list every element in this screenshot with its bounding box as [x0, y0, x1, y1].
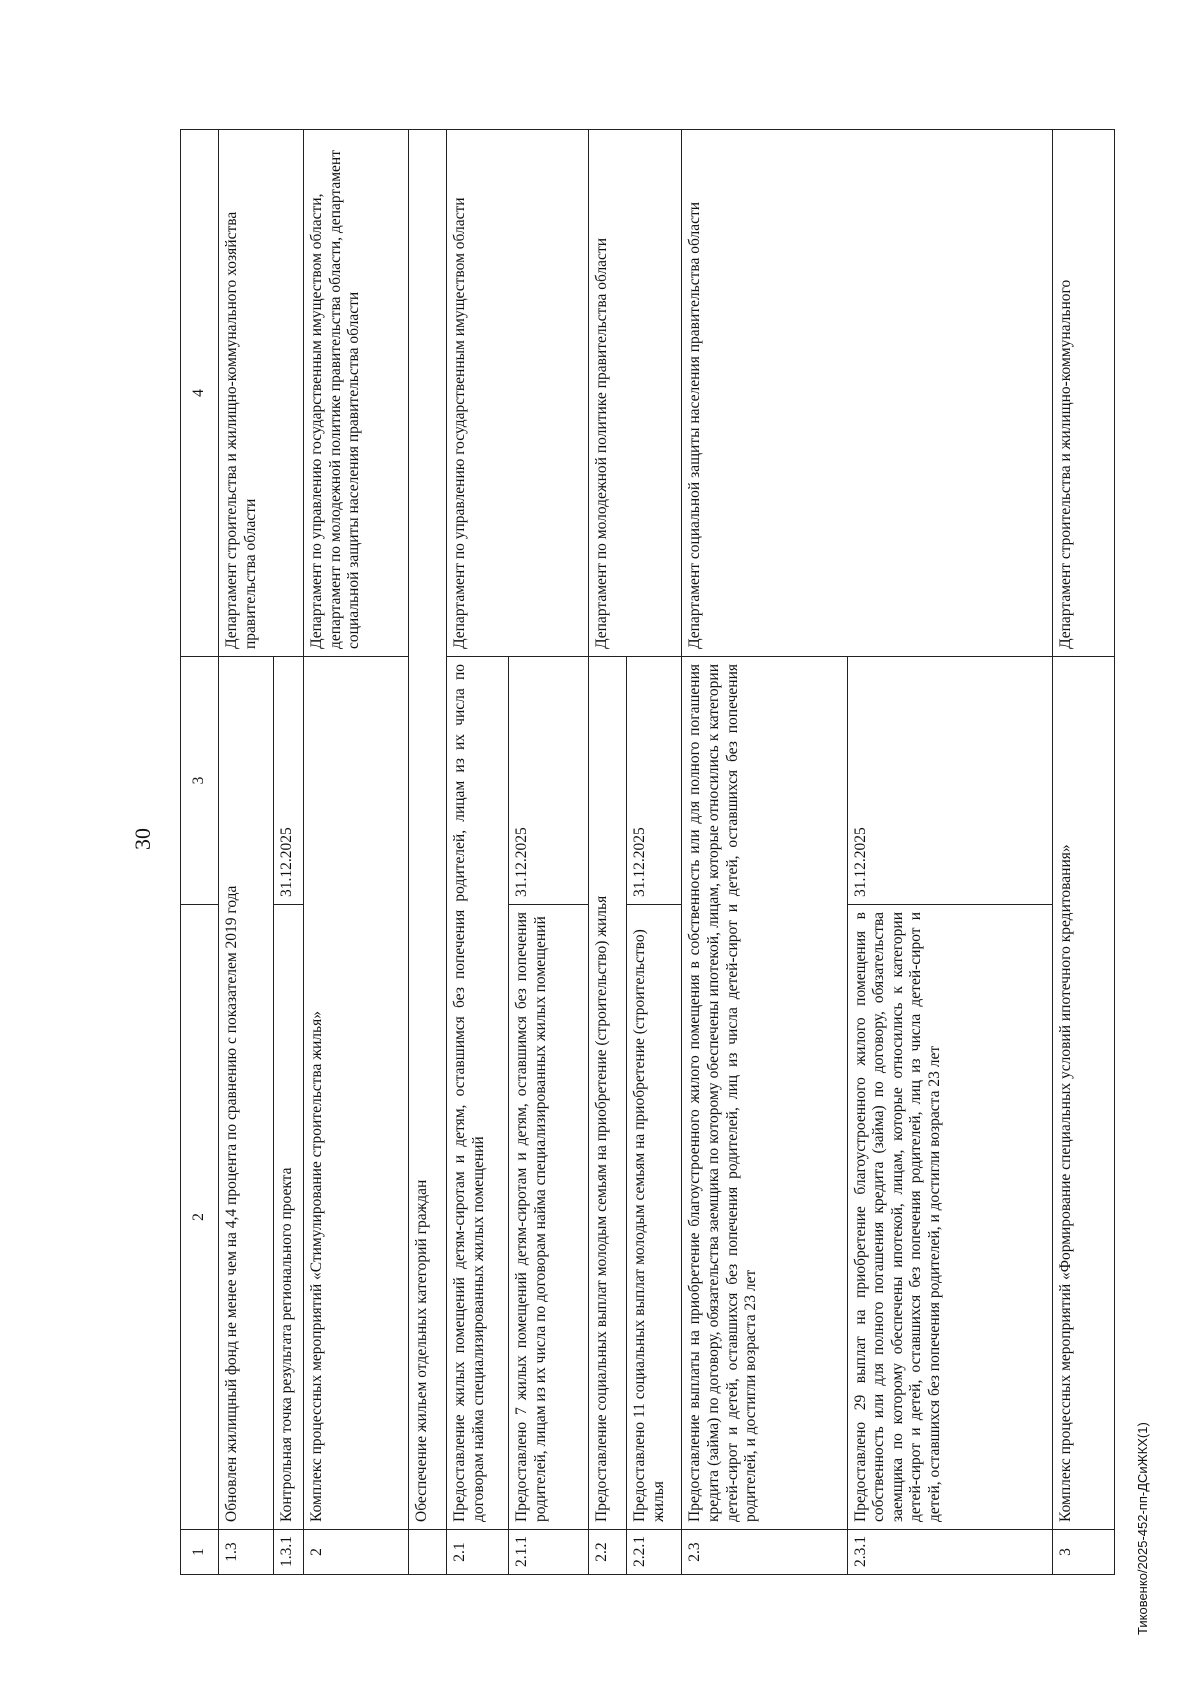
plan-table	[180, 129, 1115, 1575]
row-date: 31.12.2025	[627, 657, 682, 905]
row-text: Предоставление жилых помещений детям-сиротам и детям, оставшимся без попечения родителей, лицам из их числа по договорам найма специализированных жилых помещений	[447, 657, 509, 1530]
row-department: Департамент социальной защиты населения правительства области	[682, 130, 1052, 657]
table-row	[219, 130, 274, 1575]
table-row	[682, 130, 847, 1575]
row-department: Департамент строительства и жилищно-коммунального хозяйства правительства области	[219, 130, 304, 657]
row-department: Департамент по молодежной политике правительства области	[589, 130, 682, 657]
row-text: Комплекс процессных мероприятий «Стимулирование строительства жилья»	[304, 657, 409, 1530]
row-text: Комплекс процессных мероприятий «Формирование специальных условий ипотечного кредитования»	[1052, 657, 1114, 1530]
row-number	[409, 1530, 447, 1575]
row-text: Контрольная точка результата регионального проекта	[274, 905, 304, 1530]
row-text: Предоставлено 7 жилых помещений детям-сиротам и детям, оставшимся без попечения родителей, лицам из их числа по договорам найма специализированных жилых помещений	[509, 905, 589, 1530]
row-date: 31.12.2025	[847, 657, 1052, 905]
row-text: Обновлен жилищный фонд не менее чем на 4,4 процента по сравнению с показателем 2019 года	[219, 657, 274, 1530]
row-number: 2.3.1	[847, 1530, 1052, 1575]
row-number: 1.3.1	[274, 1530, 304, 1575]
header-col-1: 1	[181, 1530, 219, 1575]
footer-document-code: Тиковенко/2025-452-пп-ДСиЖКХ(1)	[1135, 1422, 1150, 1635]
row-number: 2	[304, 1530, 409, 1575]
table-row	[304, 130, 409, 1575]
row-number: 2.2	[589, 1530, 627, 1575]
row-number: 2.1	[447, 1530, 509, 1575]
table-row	[1052, 130, 1114, 1575]
row-number: 3	[1052, 1530, 1114, 1575]
table-row	[447, 130, 509, 1575]
page-number: 30	[130, 828, 155, 850]
row-department: Департамент строительства и жилищно-коммунального	[1052, 130, 1114, 657]
row-date: 31.12.2025	[274, 657, 304, 905]
table-row	[409, 130, 447, 1575]
section-title: Обеспечение жильем отдельных категорий граждан	[409, 130, 447, 1530]
header-col-4: 4	[181, 130, 219, 657]
row-number: 2.1.1	[509, 1530, 589, 1575]
row-number: 2.3	[682, 1530, 847, 1575]
table-header-row	[181, 130, 219, 1575]
row-number: 2.2.1	[627, 1530, 682, 1575]
row-text: Предоставлено 11 социальных выплат молодым семьям на приобретение (строительство) жилья	[627, 905, 682, 1530]
row-number: 1.3	[219, 1530, 274, 1575]
row-date: 31.12.2025	[509, 657, 589, 905]
header-col-3: 3	[181, 657, 219, 905]
table-row	[589, 130, 627, 1575]
row-text: Предоставление социальных выплат молодым семьям на приобретение (строительство) жилья	[589, 657, 627, 1530]
rotated-table-container	[180, 130, 1115, 1575]
row-text: Предоставление выплаты на приобретение благоустроенного жилого помещения в собственность или для полного погашения кредита (займа) по договору, обязательства заемщика по которому обеспечены ипотекой, лицам, которые относились к категории детей-сирот и детей, оставшихся без попечения родителей, лиц из числа детей-сирот и детей, оставшихся без попечения родителей, и достигли возраста 23 лет	[682, 657, 847, 1530]
row-department: Департамент по управлению государственным имуществом области, департамент по молодежной политике правительства области, департамент социальной защиты населения правительства области	[304, 130, 409, 657]
row-text: Предоставлено 29 выплат на приобретение благоустроенного жилого помещения в собственность или для полного погашения кредита (займа) по договору, обязательства заемщика по которому обеспечены ипотекой, лицам, которые относились к категории детей-сирот и детей, оставшихся без попечения родителей, лиц из числа детей-сирот и детей, оставшихся без попечения родителей, и достигли возраста 23 лет	[847, 905, 1052, 1530]
header-col-2: 2	[181, 905, 219, 1530]
row-department: Департамент по управлению государственным имуществом области	[447, 130, 589, 657]
